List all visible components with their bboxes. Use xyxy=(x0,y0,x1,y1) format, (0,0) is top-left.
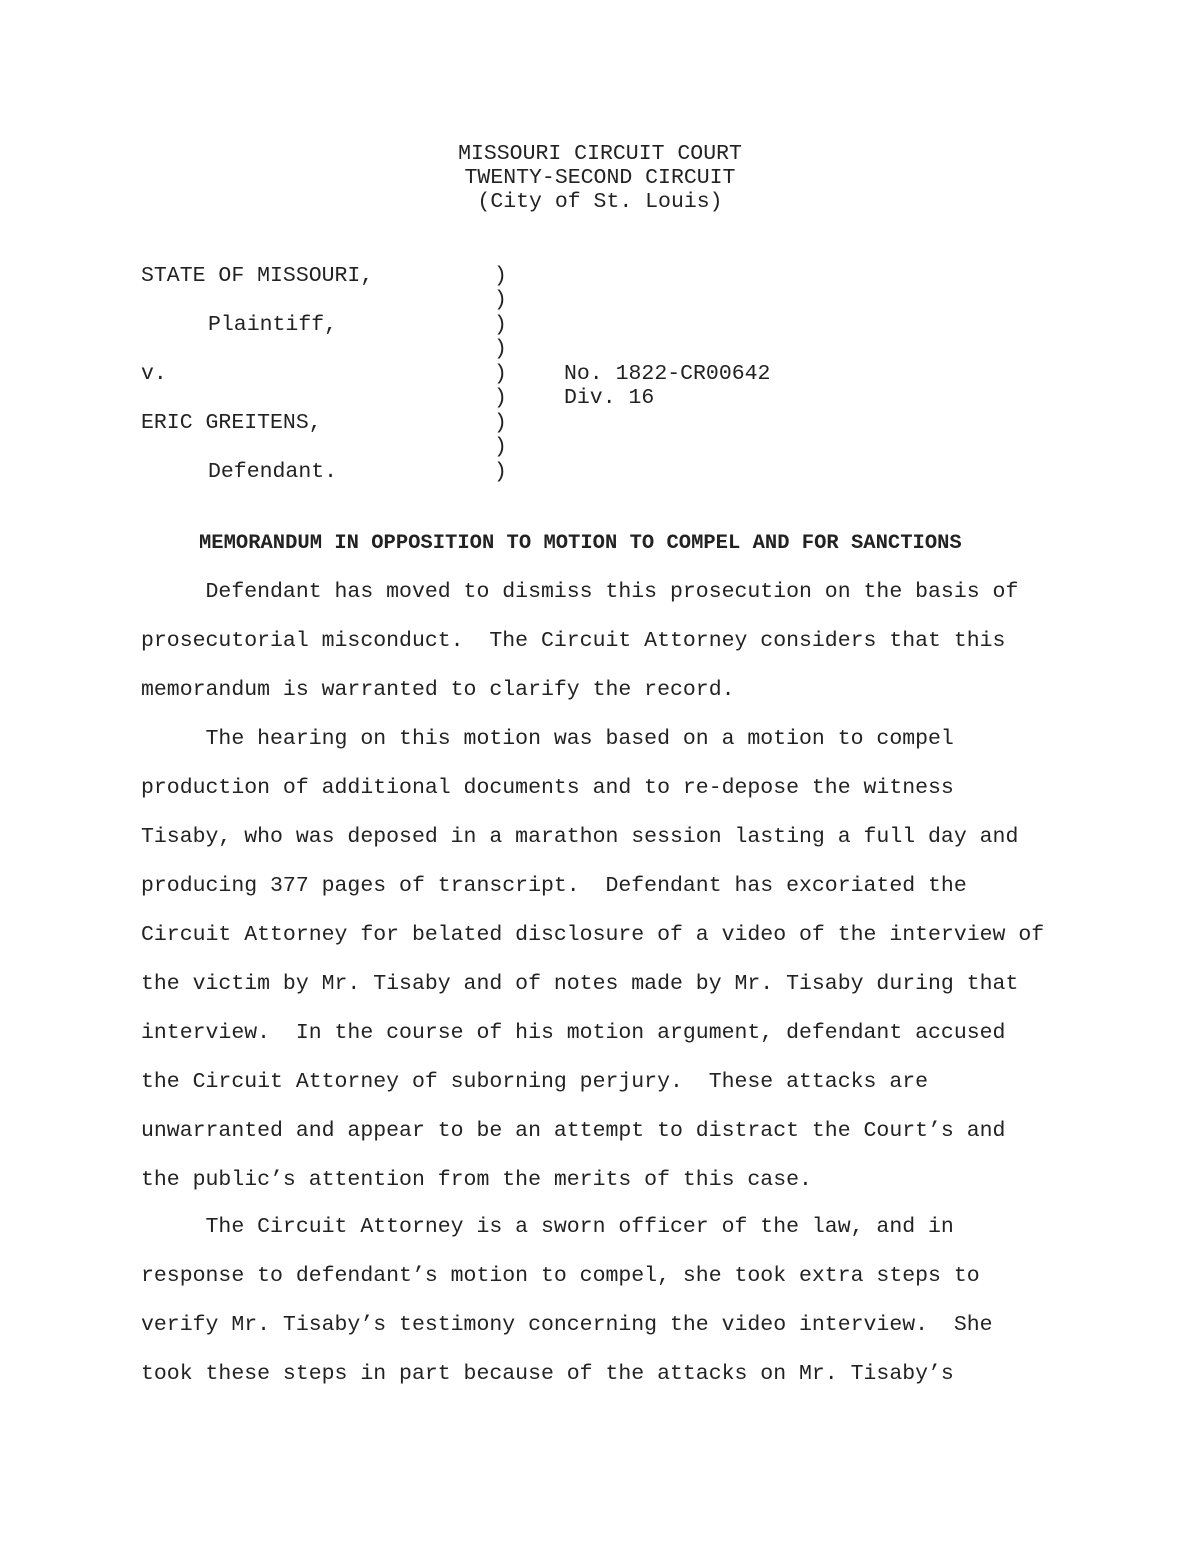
body-line: The hearing on this motion was based on a motion to compel xyxy=(141,727,954,751)
court-circuit: TWENTY-SECOND CIRCUIT xyxy=(464,166,736,190)
body-line: interview. In the course of his motion argument, defendant accused xyxy=(141,1021,1006,1045)
caption-paren: ) xyxy=(494,288,507,312)
document-title: MEMORANDUM IN OPPOSITION TO MOTION TO COMPEL AND FOR SANCTIONS xyxy=(199,532,962,555)
caption-paren: ) xyxy=(494,386,507,410)
body-line: prosecutorial misconduct. The Circuit Attorney considers that this xyxy=(141,629,1006,653)
body-line: response to defendant’s motion to compel, she took extra steps to xyxy=(141,1264,980,1288)
caption-paren: ) xyxy=(494,313,507,337)
caption-paren: ) xyxy=(494,411,507,435)
body-line: producing 377 pages of transcript. Defendant has excoriated the xyxy=(141,874,967,898)
body-line: Defendant has moved to dismiss this prosecution on the basis of xyxy=(141,580,1019,604)
body-line: memorandum is warranted to clarify the record. xyxy=(141,678,735,702)
body-line: Tisaby, who was deposed in a marathon session lasting a full day and xyxy=(141,825,1019,849)
division-number: Div. 16 xyxy=(564,386,655,410)
plaintiff-role: Plaintiff, xyxy=(208,313,338,337)
body-line: the public’s attention from the merits of this case. xyxy=(141,1168,812,1192)
body-line: verify Mr. Tisaby’s testimony concerning the video interview. She xyxy=(141,1313,993,1337)
case-number: No. 1822-CR00642 xyxy=(564,362,771,386)
body-line: The Circuit Attorney is a sworn officer of the law, and in xyxy=(141,1215,954,1239)
body-line: production of additional documents and to re-depose the witness xyxy=(141,776,954,800)
defendant-name: ERIC GREITENS, xyxy=(141,411,322,435)
body-line: the Circuit Attorney of suborning perjury. These attacks are xyxy=(141,1070,929,1094)
defendant-role: Defendant. xyxy=(208,460,338,484)
body-line: the victim by Mr. Tisaby and of notes made by Mr. Tisaby during that xyxy=(141,972,1019,996)
body-line: Circuit Attorney for belated disclosure of a video of the interview of xyxy=(141,923,1045,947)
court-city: (City of St. Louis) xyxy=(477,190,723,214)
caption-paren: ) xyxy=(494,264,507,288)
versus-label: v. xyxy=(141,362,167,386)
plaintiff-name: STATE OF MISSOURI, xyxy=(141,264,374,288)
body-line: took these steps in part because of the attacks on Mr. Tisaby’s xyxy=(141,1362,954,1386)
body-line: unwarranted and appear to be an attempt to distract the Court’s and xyxy=(141,1119,1006,1143)
caption-paren: ) xyxy=(494,460,507,484)
caption-paren: ) xyxy=(494,337,507,361)
court-name: MISSOURI CIRCUIT COURT xyxy=(458,142,742,166)
caption-paren: ) xyxy=(494,362,507,386)
caption-paren: ) xyxy=(494,435,507,459)
